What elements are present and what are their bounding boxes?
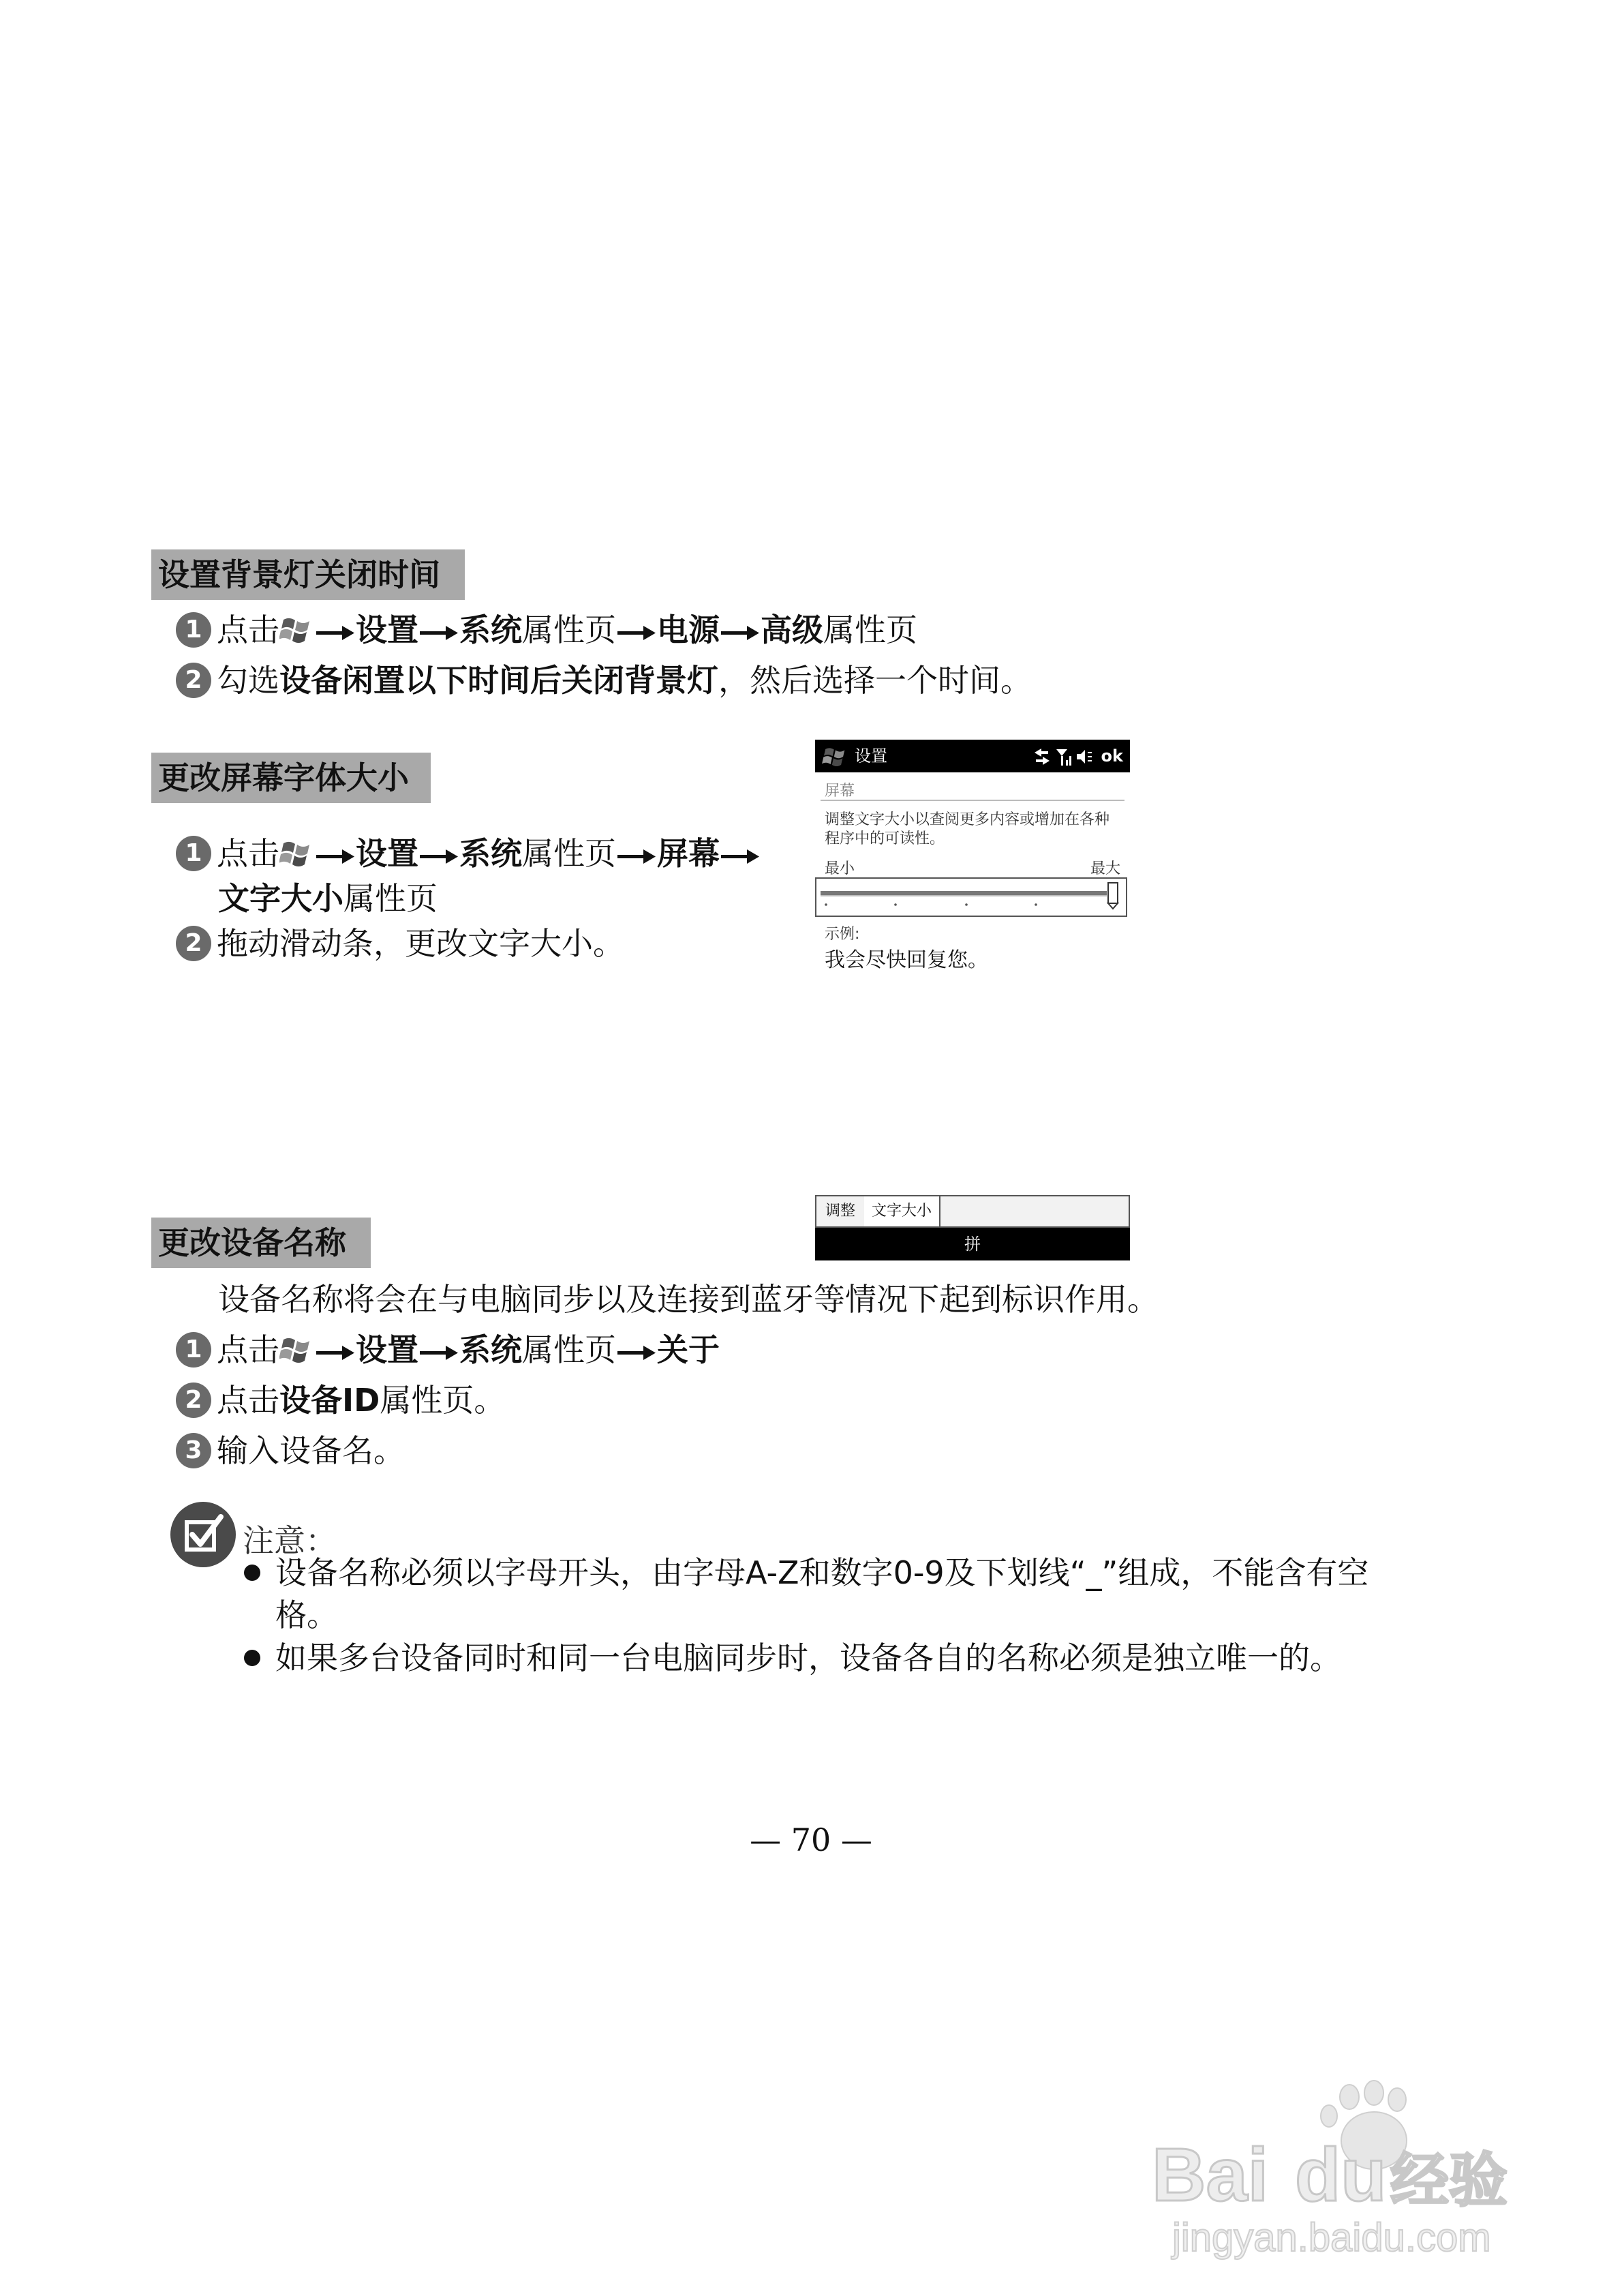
phone-tab-label: 屏幕: [825, 783, 855, 800]
note-bullet-line: 格。: [275, 1597, 338, 1633]
menu-about: 关于: [657, 1331, 720, 1368]
phone-tab-bar: [815, 1195, 1130, 1228]
description-line: 程序中的可读性。: [825, 830, 945, 847]
arrow-right-icon: [721, 624, 759, 641]
example-label: 示例:: [825, 926, 860, 943]
windows-start-icon: [279, 1334, 315, 1365]
input-method-button[interactable]: 拼: [815, 1228, 1130, 1260]
phone-title: 设置: [855, 746, 887, 766]
slider-track: [816, 879, 1126, 916]
phone-description: [825, 811, 1110, 849]
arrow-right-icon: [721, 848, 759, 864]
step-1-font-size: [176, 833, 761, 874]
step-1-font-size-cont: [218, 878, 438, 919]
note-check-glyph: [170, 1502, 236, 1567]
baidu-jingyan-watermark: [1145, 2079, 1527, 2263]
arrow-right-icon: [617, 624, 656, 641]
divider: [821, 800, 1124, 801]
step-2-font-size: [176, 923, 624, 964]
menu-settings: 设置: [356, 1331, 418, 1368]
text-size-slider[interactable]: [815, 877, 1127, 917]
step-1-device-name: [176, 1329, 720, 1370]
step-2-device-name: [176, 1380, 505, 1421]
speaker-icon: [1077, 750, 1092, 764]
menu-system: 系统: [459, 611, 522, 648]
phone-screenshot: [815, 740, 1130, 972]
step-number-badge: 2: [176, 926, 211, 961]
step-text: 点击: [217, 611, 279, 648]
sample-text: 我会尽快回复您。: [825, 948, 988, 972]
step-number-badge: 1: [176, 612, 211, 648]
note-bullet-2: 如果多台设备同时和同一台电脑同步时，设备各自的名称必须是独立唯一的。: [275, 1640, 1341, 1676]
menu-settings: 设置: [356, 611, 418, 648]
step-text: 属性页: [522, 611, 616, 648]
step-3-device-name: [176, 1430, 405, 1471]
phone-screenshot-bottom: [815, 1195, 1130, 1260]
section-header-backlight: 设置背景灯关闭时间: [151, 549, 465, 600]
arrow-right-icon: [420, 1344, 458, 1361]
bullet-dot: [244, 1565, 260, 1581]
step-number-badge: 1: [176, 836, 211, 871]
section-header-device-name: 更改设备名称: [151, 1218, 371, 1268]
step-2-backlight: [176, 660, 1032, 701]
note-label: 注意：: [243, 1522, 337, 1559]
arrow-right-icon: [316, 848, 354, 864]
step-number-badge: 2: [176, 663, 211, 698]
slider-min-label: 最小: [825, 860, 855, 877]
step-number-badge: 2: [176, 1383, 211, 1418]
tab-text-size[interactable]: 文字大小: [864, 1196, 940, 1226]
option-backlight-off: 设备闲置以下时间后关闭背景灯: [279, 662, 718, 699]
signal-icon: [1056, 749, 1071, 766]
step-text: 属性页: [343, 880, 438, 917]
step-1-backlight: [176, 609, 917, 650]
windows-start-icon: [279, 838, 315, 869]
step-text: 属性页: [823, 611, 917, 648]
slider-thumb[interactable]: [1108, 883, 1118, 909]
step-number-badge: 1: [176, 1332, 211, 1368]
svg-text:经验: 经验: [1390, 2147, 1508, 2215]
arrow-right-icon: [420, 624, 458, 641]
sync-icon: [1035, 749, 1050, 765]
note-bullet-line: 设备名称必须以字母开头，由字母A-Z和数字0-9及下划线“_”组成，不能含有空: [275, 1554, 1369, 1591]
arrow-right-icon: [420, 848, 458, 864]
step-text: 属性页: [522, 835, 616, 872]
menu-power: 电源: [657, 611, 720, 648]
svg-text:du: du: [1295, 2133, 1387, 2217]
page-number: — 70 —: [750, 1822, 872, 1858]
description-line: 调整文字大小以查阅更多内容或增加在各种: [825, 811, 1110, 828]
menu-system: 系统: [459, 1331, 522, 1368]
step-text: 点击: [217, 1382, 279, 1419]
step-text: 勾选: [217, 662, 279, 699]
device-name-intro: 设备名称将会在与电脑同步以及连接到蓝牙等情况下起到标识作用。: [218, 1281, 1159, 1318]
tab-adjust[interactable]: 调整: [816, 1196, 866, 1226]
windows-start-icon: [822, 745, 849, 768]
menu-advanced: 高级: [761, 611, 823, 648]
bullet-dot: [244, 1650, 260, 1666]
arrow-right-icon: [617, 1344, 656, 1361]
slider-max-label: 最大: [1090, 860, 1120, 877]
menu-settings: 设置: [356, 835, 418, 872]
step-text: 属性页。: [380, 1382, 506, 1419]
menu-text-size: 文字大小: [218, 880, 343, 917]
arrow-right-icon: [316, 624, 354, 641]
step-text: ，然后选择一个时间。: [718, 662, 1032, 699]
phone-title-bar: [815, 740, 1130, 772]
windows-start-icon: [279, 614, 315, 646]
step-text: 拖动滑动条，更改文字大小。: [217, 925, 624, 962]
svg-text:jingyan.baidu.com: jingyan.baidu.com: [1172, 2216, 1491, 2260]
baidu-logo: [1145, 2079, 1527, 2263]
menu-system: 系统: [459, 835, 522, 872]
menu-device-id: 设备ID: [279, 1382, 380, 1419]
step-text: 属性页: [522, 1331, 616, 1368]
section-header-font-size: 更改屏幕字体大小: [151, 753, 431, 803]
step-text: 点击: [217, 835, 279, 872]
step-text: 输入设备名。: [217, 1432, 405, 1469]
svg-text:Bai: Bai: [1152, 2133, 1269, 2217]
menu-screen: 屏幕: [657, 835, 720, 872]
arrow-right-icon: [617, 848, 656, 864]
ok-button[interactable]: ok: [1101, 746, 1123, 766]
note-bullet-1: [275, 1552, 1368, 1636]
step-text: 点击: [217, 1331, 279, 1368]
note-check-icon: [170, 1502, 236, 1567]
arrow-right-icon: [316, 1344, 354, 1361]
step-number-badge: 3: [176, 1433, 211, 1468]
